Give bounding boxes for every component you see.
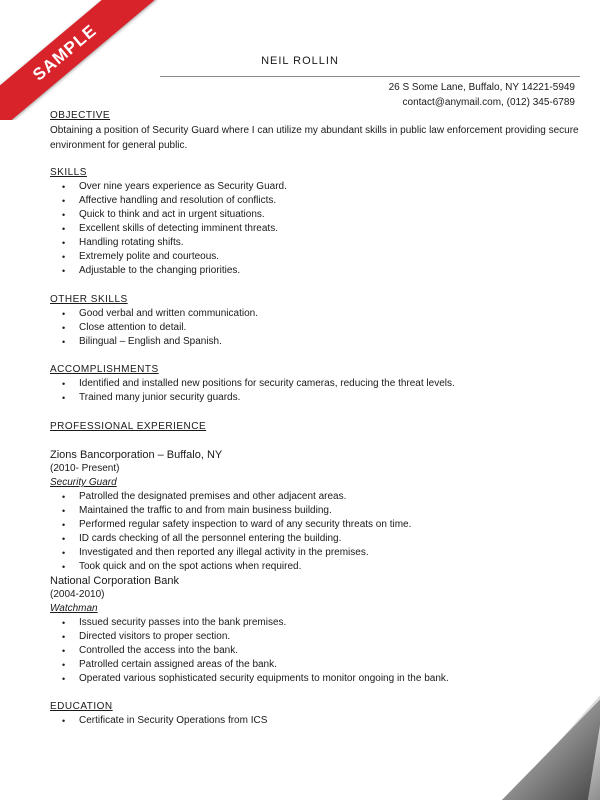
sample-ribbon-label: SAMPLE xyxy=(0,0,156,120)
list-item: • Close attention to detail. xyxy=(62,321,258,335)
list-item: • Over nine years experience as Security Guard. xyxy=(62,180,287,194)
list-item: • Maintained the traffic to and from main business building. xyxy=(62,504,411,518)
job-role: Security Guard xyxy=(50,477,117,488)
list-item: • Directed visitors to proper section. xyxy=(62,630,449,644)
job-role: Watchman xyxy=(50,603,98,614)
contact-block xyxy=(389,80,575,110)
job-dates: (2004-2010) xyxy=(50,589,105,600)
list-item: • Performed regular safety inspection to ward of any security threats on time. xyxy=(62,518,411,532)
list-item: • Adjustable to the changing priorities. xyxy=(62,264,287,278)
list-item: • Investigated and then reported any illegal activity in the premises. xyxy=(62,546,411,560)
other-skills-heading: OTHER SKILLS xyxy=(50,294,128,305)
job-company: Zions Bancorporation – Buffalo, NY xyxy=(50,449,223,461)
accomplishments-list xyxy=(62,377,455,405)
list-item: • Affective handling and resolution of conflicts. xyxy=(62,194,287,208)
list-item: • Extremely polite and courteous. xyxy=(62,250,287,264)
job-duties-list xyxy=(62,616,449,686)
list-item: • Patrolled the designated premises and other adjacent areas. xyxy=(62,490,411,504)
objective-text: Obtaining a position of Security Guard where I can utilize my abundant skills in public law enforcement providing secure environment for general public. xyxy=(50,125,579,151)
list-item: • Trained many junior security guards. xyxy=(62,391,455,405)
list-item: • Excellent skills of detecting imminent threats. xyxy=(62,222,287,236)
contact-info: contact@anymail.com, (012) 345-6789 xyxy=(402,97,575,108)
skills-list xyxy=(62,180,287,278)
list-item: • Identified and installed new positions for security cameras, reducing the threat levels. xyxy=(62,377,455,391)
job-duties-list xyxy=(62,490,411,574)
list-item: • Controlled the access into the bank. xyxy=(62,644,449,658)
list-item: • Bilingual – English and Spanish. xyxy=(62,335,258,349)
other-skills-list xyxy=(62,307,258,349)
page-curl-fold xyxy=(455,675,600,800)
list-item: • ID cards checking of all the personnel entering the building. xyxy=(62,532,411,546)
skills-heading: SKILLS xyxy=(50,167,87,178)
candidate-name: NEIL ROLLIN xyxy=(261,55,339,67)
education-list xyxy=(62,714,267,728)
list-item: • Took quick and on the spot actions when required. xyxy=(62,560,411,574)
job-company: National Corporation Bank xyxy=(50,575,180,587)
list-item: • Patrolled certain assigned areas of the bank. xyxy=(62,658,449,672)
list-item: • Certificate in Security Operations from ICS xyxy=(62,714,267,728)
list-item: • Handling rotating shifts. xyxy=(62,236,287,250)
address: 26 S Some Lane, Buffalo, NY 14221-5949 xyxy=(388,82,575,93)
job-dates: (2010- Present) xyxy=(50,463,120,474)
objective-heading: OBJECTIVE xyxy=(50,110,111,121)
experience-heading: PROFESSIONAL EXPERIENCE xyxy=(50,421,207,432)
education-heading: EDUCATION xyxy=(50,701,113,712)
list-item: • Good verbal and written communication. xyxy=(62,307,258,321)
header-divider xyxy=(160,76,580,77)
list-item: • Quick to think and act in urgent situations. xyxy=(62,208,287,222)
list-item: • Operated various sophisticated security equipments to monitor ongoing in the bank. xyxy=(62,672,449,686)
accomplishments-heading: ACCOMPLISHMENTS xyxy=(50,364,159,375)
list-item: • Issued security passes into the bank premises. xyxy=(62,616,449,630)
